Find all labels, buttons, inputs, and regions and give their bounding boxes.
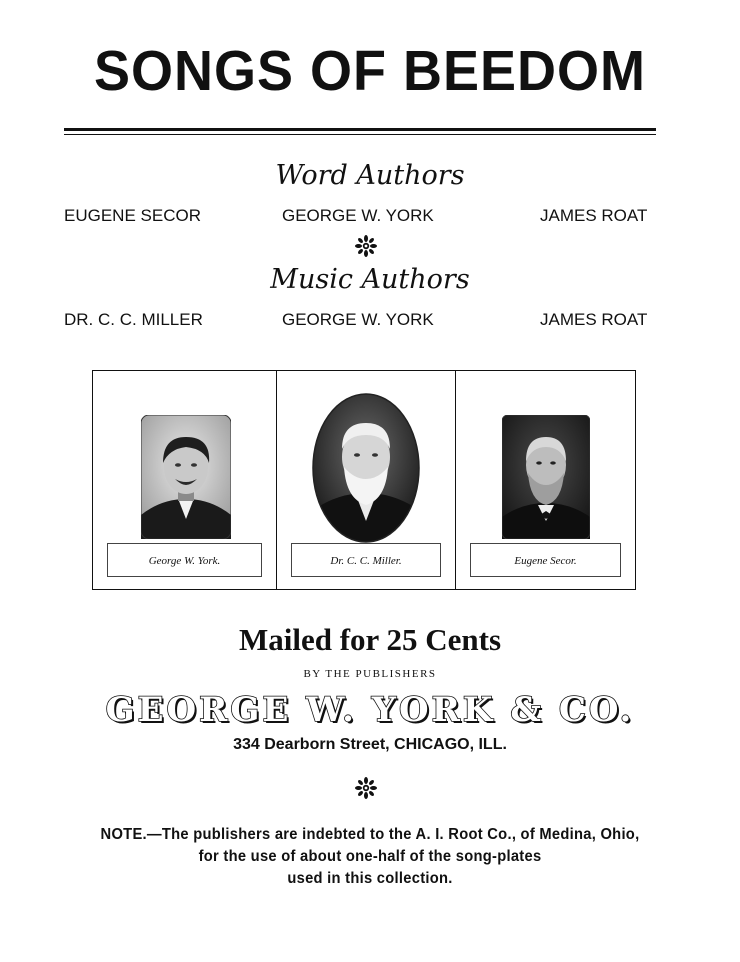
flower-ornament-icon xyxy=(354,776,378,800)
portrait-cell-secor xyxy=(455,371,635,589)
portrait-caption-miller: Dr. C. C. Miller. xyxy=(330,555,402,567)
publisher-name: GEORGE W. YORK & CO. xyxy=(105,690,635,730)
flower-ornament-icon xyxy=(354,234,378,258)
portrait-york-image xyxy=(141,415,231,539)
price-amount: 25 xyxy=(386,622,418,657)
portrait-caption-york: George W. York. xyxy=(148,555,221,567)
portrait-cell-miller xyxy=(276,371,455,589)
portrait-miller-image xyxy=(312,393,420,543)
music-author-3: JAMES ROAT xyxy=(540,310,648,329)
word-author-2: GEORGE W. YORK xyxy=(282,206,434,225)
page-title: SONGS OF BEEDOM xyxy=(93,39,647,103)
title-rule-thin xyxy=(64,134,656,135)
price-prefix: Mailed for xyxy=(238,622,387,657)
music-authors-heading: Music Authors xyxy=(270,264,470,295)
publisher-address: 334 Dearborn Street, CHICAGO, ILL. xyxy=(233,736,507,753)
title-rule-thick xyxy=(64,128,656,131)
note-line-2: for the use of about one-half of the song-plates xyxy=(198,848,542,865)
portraits-panel xyxy=(92,370,636,590)
price-line xyxy=(0,622,740,658)
price-suffix: Cents xyxy=(417,622,502,657)
music-author-2: GEORGE W. YORK xyxy=(282,310,434,329)
note-line-1: NOTE.—The publishers are indebted to the A. I. Root Co., of Medina, Ohio, xyxy=(100,826,640,843)
portrait-caption-secor: Eugene Secor. xyxy=(514,555,577,567)
portrait-secor-image xyxy=(502,415,590,539)
music-author-1: DR. C. C. MILLER xyxy=(64,310,203,329)
word-author-1: EUGENE SECOR xyxy=(64,206,201,225)
by-publishers: BY THE PUBLISHERS xyxy=(303,668,437,680)
note-line-3: used in this collection. xyxy=(287,870,453,887)
portrait-cell-york xyxy=(93,371,276,589)
word-author-3: JAMES ROAT xyxy=(540,206,648,225)
word-authors-heading: Word Authors xyxy=(275,160,465,191)
